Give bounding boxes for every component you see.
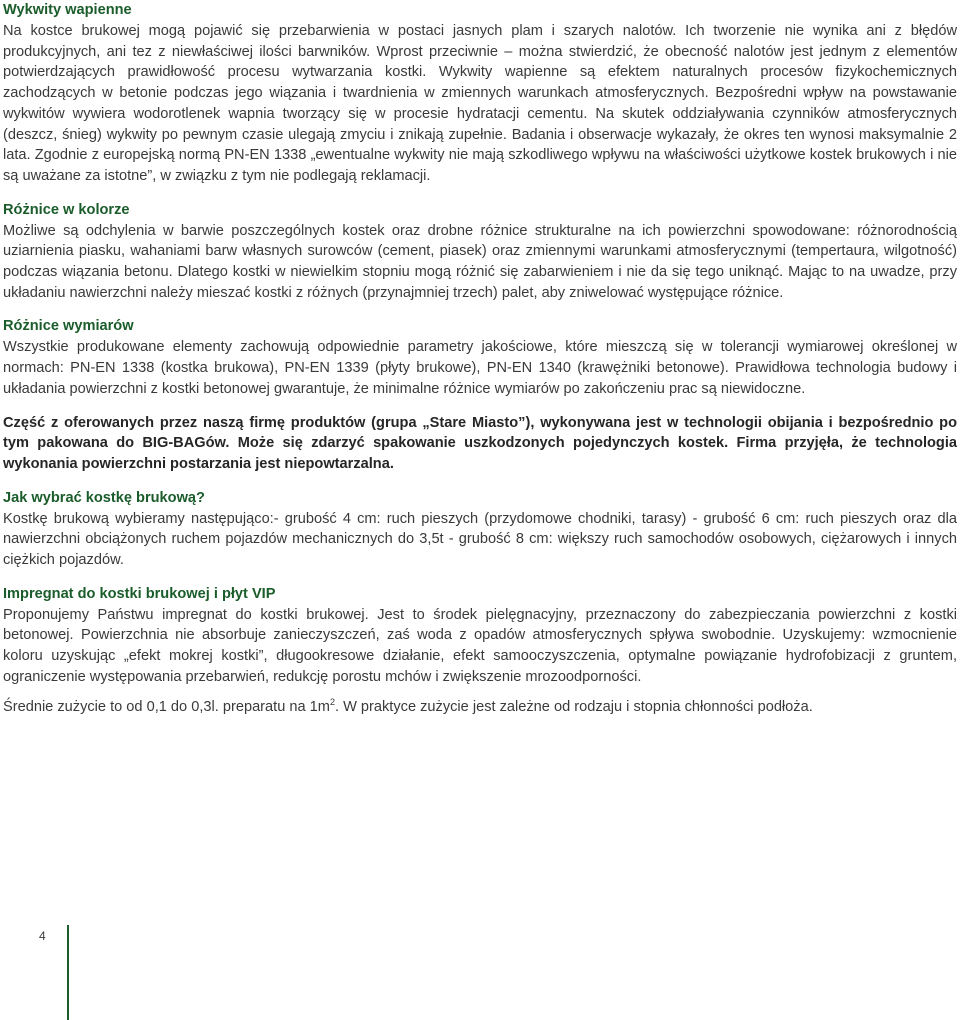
usage-text-post: . W praktyce zużycie jest zależne od rodzaju i stopnia chłonności podłoża. (334, 698, 813, 715)
section-body: Na kostce brukowej mogą pojawić się przebarwienia w postaci jasnych plam i szarych nalotów. Ich tworzenie nie wynika ani z błędów produkcyjnych, ani tez z niewłaściwej ilości barwników. Wprost przeciwnie – można stwierdzić, że obecność nalotów jest jednym z elementów potwierdzających prawidłowość procesu wytwarzania kostki. Wykwity wapienne są efektem naturalnych procesów fizykochemicznych zachodzących w betonie podczas jego wiązania i twardnienia w zmiennych warunkach atmosferycznych. Bezpośredni wpływ na powstawanie wykwitów wywiera wodorotlenek wapnia tworzący się w procesie hydratacji cementu. Na skutek oddziaływania czynników atmosferycznych (deszcz, śnieg) wykwity po pewnym czasie ulegają zmyciu i znikają zupełnie. Badania i obserwacje wykazały, że okres ten wynosi maksymalnie 2 lata. Zgodnie z europejską normą PN-EN 1338 „ewentualne wykwity nie mają szkodliwego wpływu na właściwości użytkowe kostek brukowych i nie są uważane za istotne”, w związku z tym nie podlegają reklamacji. (3, 23, 957, 184)
section-heading: Różnice wymiarów (3, 318, 134, 335)
section-body: Możliwe są odchylenia w barwie poszczególnych kostek oraz drobne różnice strukturalne na ich powierzchni spowodowane: różnorodnością uziarnienia piasku, wahaniami barw własnych surowców (cement, piasek) oraz zmiennymi warunkami atmosferycznymi (tempertaura, wilgotność) podczas wiązania betonu. Dlatego kostki w niewielkim stopniu mogą różnić się zabarwieniem i nie da się tego uniknąć. Mając to na uwadze, przy układaniu nawierzchni należy mieszać kostki z różnych (przynajmniej trzech) palet, aby zniwelować występujące różnice. (3, 222, 957, 301)
section-body: Kostkę brukową wybieramy następująco:- grubość 4 cm: ruch pieszych (przydomowe chodniki, tarasy) - grubość 6 cm: ruch pieszych oraz dla nawierzchni obciążonych ruchem pojazdów mechanicznych do 3,5t - grubość 8 cm: większy ruch samochodów osobowych, ciężarowych i innych ciężkich pojazdów. (3, 510, 957, 569)
section-how-to-choose (3, 488, 957, 571)
old-town-note: Część z oferowanych przez naszą firmę produktów (grupa „Stare Miasto”), wykonywana jest w technologii obijania i bezpośrednio po tym pakowana do BIG-BAGów. Może się zdarzyć spakowanie uszkodzonych pojedynczych kostek. Firma przyjęła, że technologia wykonania powierzchni postarzania jest niepowtarzalna. (3, 414, 957, 472)
page-footer-rule (67, 925, 69, 1020)
section-limescale (3, 0, 957, 187)
usage-line (3, 697, 957, 718)
section-heading: Jak wybrać kostkę brukową? (3, 489, 205, 506)
section-color-differences (3, 200, 957, 304)
section-impregnate (3, 584, 957, 718)
usage-superscript: 2 (329, 696, 335, 707)
document-page (3, 0, 957, 717)
section-body: Proponujemy Państwu impregnat do kostki brukowej. Jest to środek pielęgnacyjny, przeznaczony do zabezpieczania powierzchni z kostki betonowej. Powierzchnia nie absorbuje zanieczyszczeń, zaś woda z opadów atmosferycznych spływa swobodnie. Uzyskujemy: wzmocnienie koloru uzyskując „efekt mokrej kostki”, długookresowe działanie, efekt samooczyszczenia, optymalne powiązanie hydrofobizacji z gruntem, ograniczenie występowania przebarwień, redukcję porostu mchów i zwiększenie mrozoodporności. (3, 606, 957, 685)
section-body: Wszystkie produkowane elementy zachowują odpowiednie parametry jakościowe, które mieszczą się w tolerancji wymiarowej określonej w normach: PN-EN 1338 (kostka brukowa), PN-EN 1339 (płyty brukowe), PN-EN 1340 (krawężniki betonowe). Prawidłowa technologia budowy i układania powierzchni z kostki betonowej gwarantuje, że minimalne różnice wymiarów po zakończeniu prac są niewidoczne. (3, 339, 957, 397)
section-heading: Wykwity wapienne (3, 2, 132, 18)
page-number: 4 (39, 929, 46, 943)
section-size-differences (3, 316, 957, 399)
section-heading: Różnice w kolorze (3, 201, 130, 218)
usage-text-pre: Średnie zużycie to od 0,1 do 0,3l. preparatu na 1m (3, 698, 330, 715)
section-heading: Impregnat do kostki brukowej i płyt VIP (3, 585, 276, 602)
